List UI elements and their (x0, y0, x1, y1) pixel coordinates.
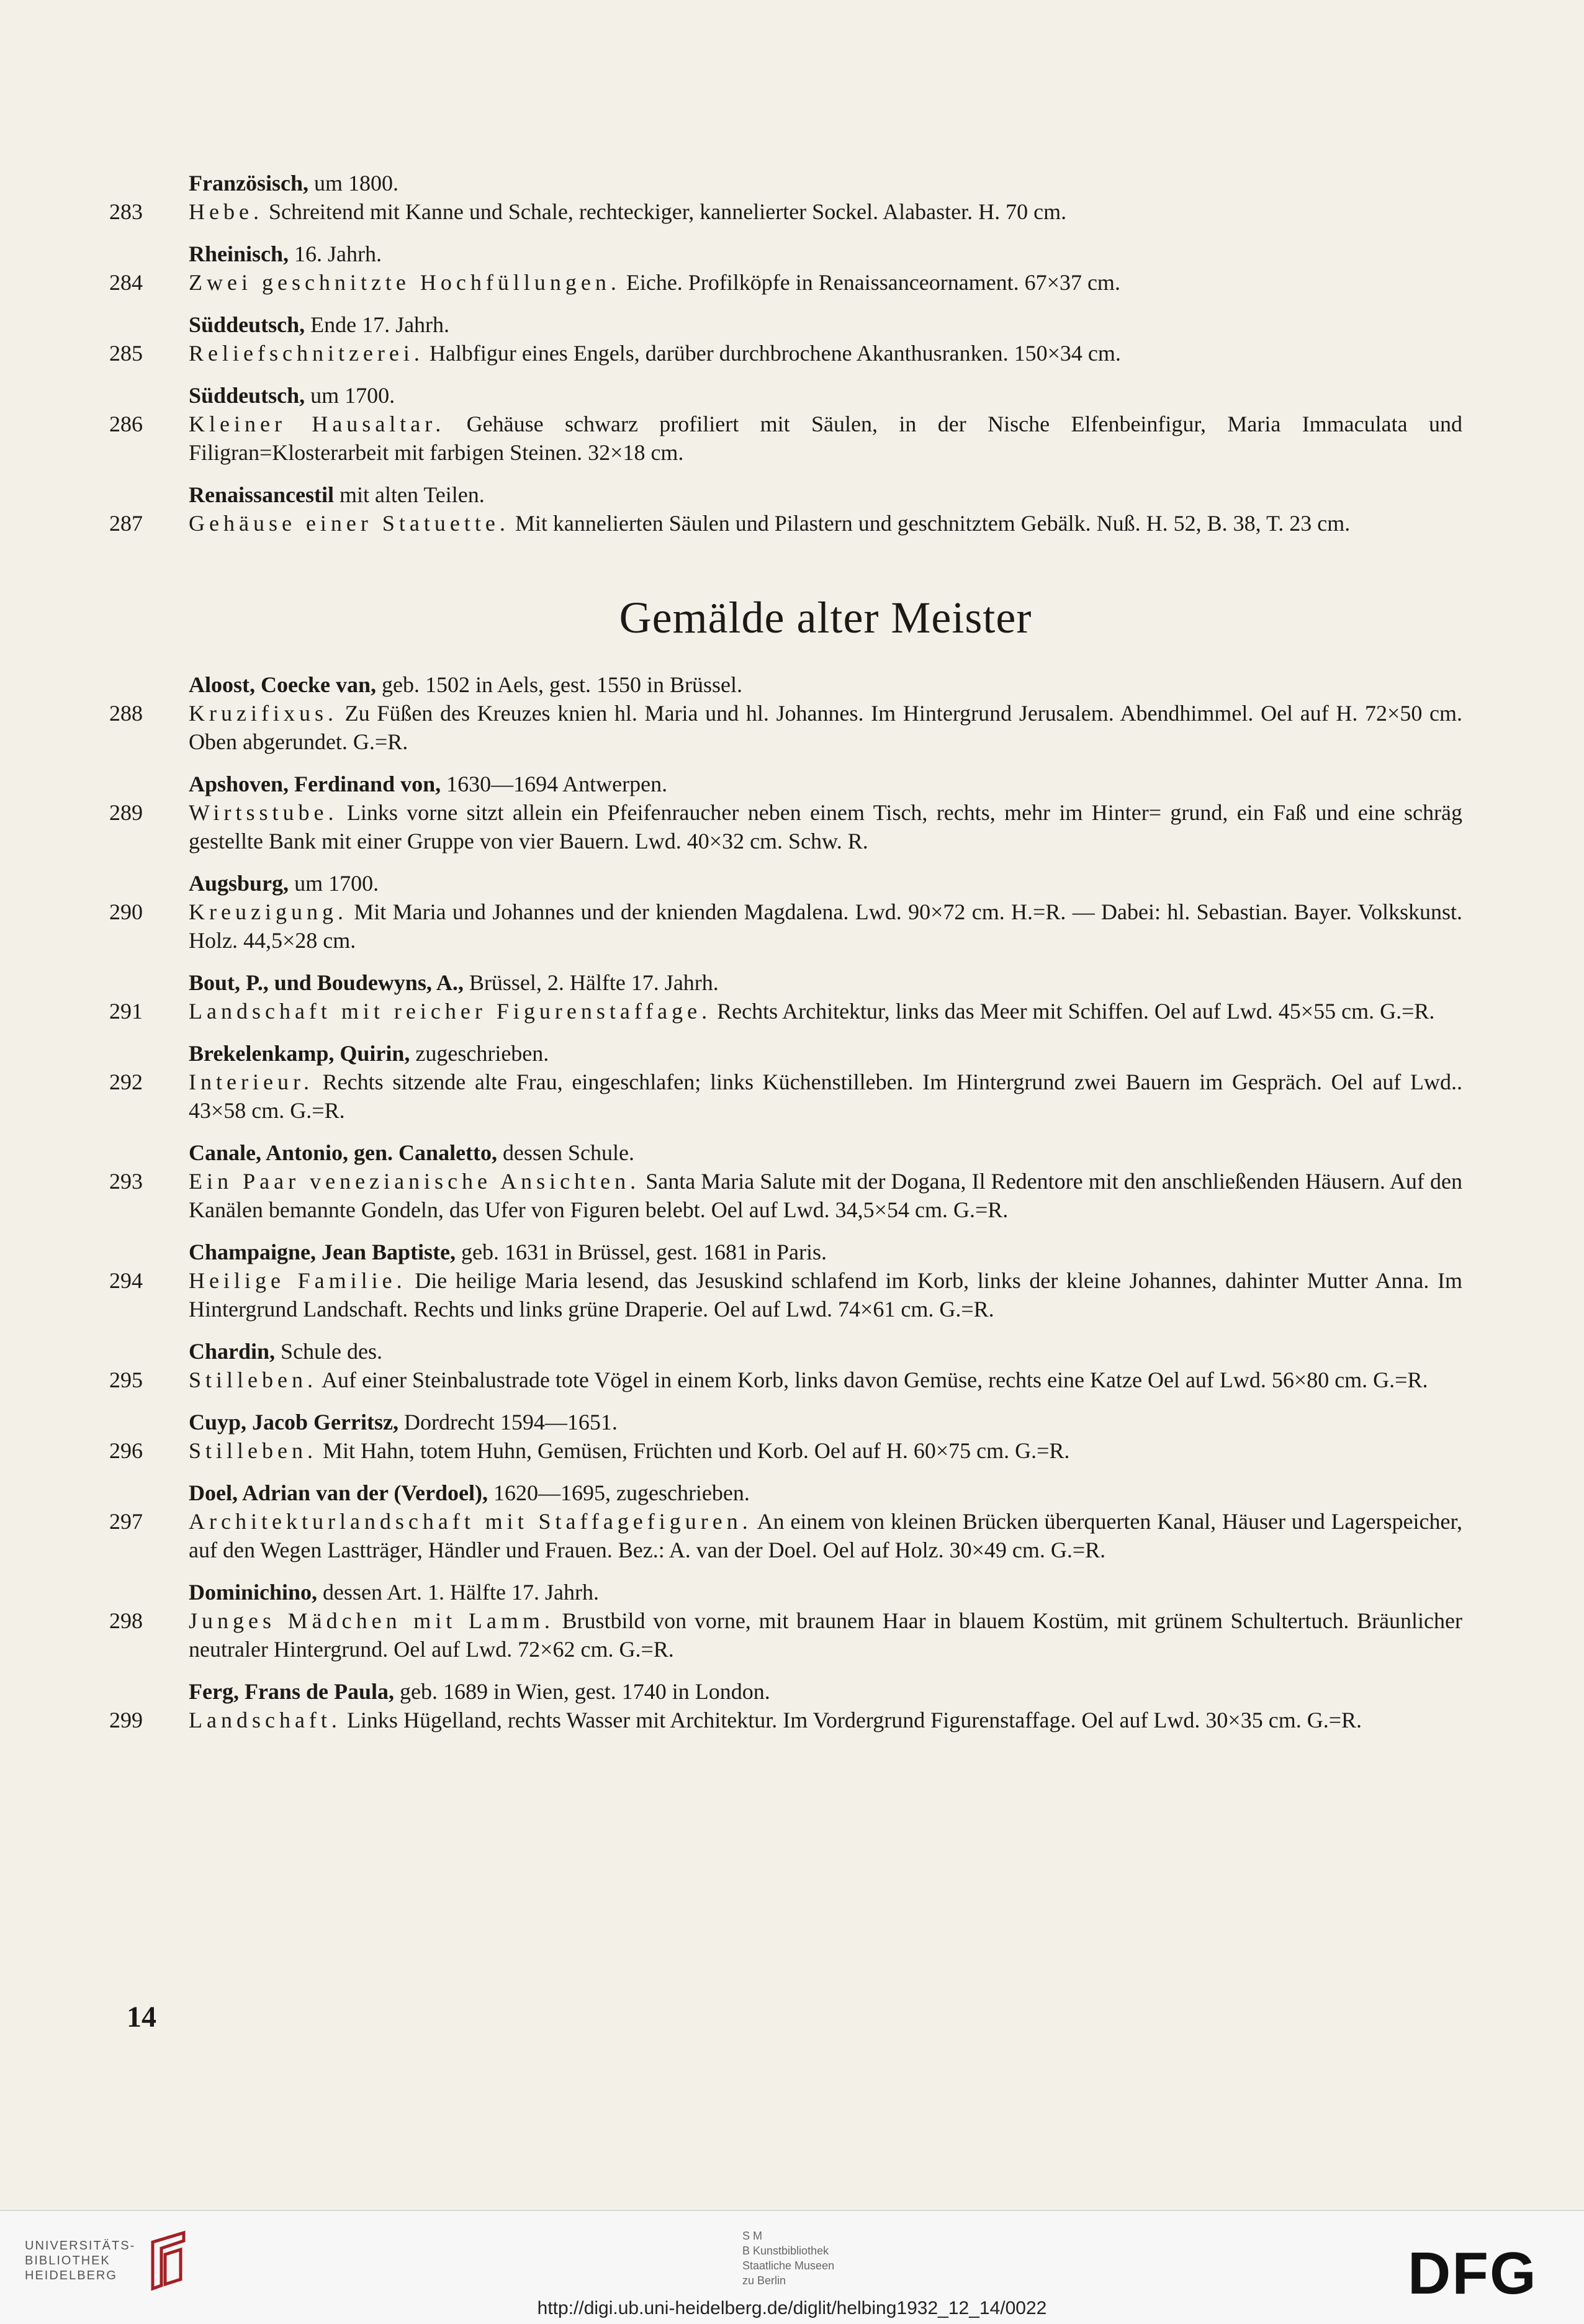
entry-attribution-detail: Brüssel, 2. Hälfte 17. Jahrh. (463, 970, 719, 995)
smb-kunstbibliothek-logo[interactable] (742, 2228, 834, 2288)
catalog-entry (109, 240, 1462, 297)
entry-body (109, 699, 1462, 756)
lot-description (189, 997, 1462, 1025)
entry-attribution-detail: Dordrecht 1594—1651. (398, 1410, 618, 1434)
lot-description (189, 509, 1462, 538)
entry-attribution-detail: Schule des. (275, 1339, 383, 1364)
entry-body (109, 1167, 1462, 1224)
lot-details: Links vorne sitzt allein ein Pfeifenraucher neben einem Tisch, rechts, mehr im Hinter= grund, ein Faß und eine schräg gestellte Bank mit einer Gruppe von vier Bauern. Lwd. 40×32 cm. Schw. R. (189, 800, 1462, 853)
entry-attribution-detail: dessen Schule. (497, 1140, 634, 1165)
lot-details: Schreitend mit Kanne und Schale, rechteckiger, kannelierter Sockel. Alabaster. H. 70 cm. (263, 199, 1067, 224)
entry-attribution: Doel, Adrian van der (Verdoel), (189, 1480, 488, 1505)
entry-attribution: Süddeutsch, (189, 312, 305, 337)
entry-attribution-detail: mit alten Teilen. (334, 482, 485, 507)
lot-details: Halbfigur eines Engels, darüber durchbrochene Akanthusranken. 150×34 cm. (423, 341, 1121, 366)
lot-description (189, 1366, 1462, 1394)
catalog-entry (109, 670, 1462, 756)
lot-details: Mit Hahn, totem Huhn, Gemüsen, Früchten und Korb. Oel auf H. 60×75 cm. G.=R. (317, 1438, 1070, 1463)
logo-line: UNIVERSITÄTS- (25, 2239, 136, 2253)
entry-attribution: Aloost, Coecke van, (189, 672, 376, 697)
entry-attribution: Rheinisch, (189, 241, 289, 266)
lot-details: Santa Maria Salute mit der Dogana, Il Redentore mit den anschließenden Häusern. Auf den Kanälen bemannte Gondeln, das Ufer von Figuren belebt. Oel auf Lwd. 34,5×54 cm. G.=R. (189, 1169, 1462, 1222)
entry-body (109, 1606, 1462, 1664)
catalog-entry (109, 1039, 1462, 1125)
entry-heading (109, 480, 1462, 509)
entry-attribution: Französisch, (189, 171, 308, 196)
lot-details: Auf einer Steinbalustrade tote Vögel in einem Korb, links davon Gemüse, rechts eine Katze Oel auf Lwd. 56×80 cm. G.=R. (317, 1367, 1428, 1392)
lot-number: 284 (109, 270, 143, 295)
entry-attribution-detail: um 1700. (289, 871, 379, 896)
entry-body (109, 339, 1462, 367)
catalog-entry (109, 770, 1462, 855)
lot-details: Die heilige Maria lesend, das Jesuskind schlafend im Korb, links der kleine Johannes, dahinter Mutter Anna. Im Hintergrund Landschaft. Rechts und links grüne Draperie. Oel auf Lwd. 74×61 cm. G.=R. (189, 1268, 1463, 1322)
catalog-entry (109, 1238, 1462, 1323)
catalog-entry (109, 1408, 1462, 1465)
lot-number: 292 (109, 1070, 143, 1094)
entry-heading (109, 240, 1462, 268)
entry-attribution-detail: 1620—1695, zugeschrieben. (488, 1480, 750, 1505)
entry-attribution: Champaigne, Jean Baptiste, (189, 1240, 456, 1264)
entry-body (109, 1068, 1462, 1125)
entry-attribution: Brekelenkamp, Quirin, (189, 1041, 410, 1066)
entry-heading (109, 1039, 1462, 1068)
catalog-entry (109, 169, 1462, 226)
lot-description (189, 1068, 1462, 1125)
lot-details: Gehäuse schwarz profiliert mit Säulen, in der Nische Elfenbeinfigur, Maria Immaculata und Filigran=Klosterarbeit mit farbigen Steinen. 32×18 cm. (189, 412, 1462, 465)
lot-details: Rechts sitzende alte Frau, eingeschlafen; links Küchenstilleben. Im Hintergrund zwei Bauern im Gespräch. Oel auf Lwd.. 43×58 cm. G.=R. (189, 1070, 1462, 1123)
entry-attribution: Dominichino, (189, 1580, 318, 1605)
lot-description (189, 1167, 1462, 1224)
smb-line: zu Berlin (742, 2274, 786, 2287)
lot-description (189, 339, 1462, 367)
entry-attribution: Cuyp, Jacob Gerritsz, (189, 1410, 398, 1434)
catalog-entry (109, 480, 1462, 538)
lot-title: Interieur. (189, 1070, 313, 1094)
entry-attribution: Renaissancestil (189, 482, 334, 507)
entry-attribution-detail: dessen Art. 1. Hälfte 17. Jahrh. (317, 1580, 599, 1605)
lot-description (189, 1706, 1462, 1734)
lot-title: Architekturlandschaft mit Staffagefiguren. (189, 1509, 752, 1534)
entry-body (109, 798, 1462, 855)
entry-body (109, 410, 1462, 467)
lot-number: 295 (109, 1367, 143, 1392)
lot-details: Links Hügelland, rechts Wasser mit Architektur. Im Vordergrund Figurenstaffage. Oel auf Lwd. 30×35 cm. G.=R. (341, 1708, 1362, 1732)
entry-body (109, 1266, 1462, 1323)
lot-description (189, 197, 1462, 226)
lot-details: Mit Maria und Johannes und der knienden Magdalena. Lwd. 90×72 cm. H.=R. — Dabei: hl. Sebastian. Bayer. Volkskunst. Holz. 44,5×28 cm. (189, 899, 1462, 953)
permalink-url[interactable]: http://digi.ub.uni-heidelberg.de/diglit/helbing1932_12_14/0022 (537, 2298, 1047, 2318)
lot-details: Brustbild von vorne, mit braunem Haar in blauem Kostüm, mit grünem Schultertuch. Bräunlicher neutraler Hintergrund. Oel auf Lwd. 72×62 cm. G.=R. (189, 1608, 1462, 1662)
entry-body (109, 1366, 1462, 1394)
catalog-entry (109, 310, 1462, 367)
entry-attribution-detail: geb. 1631 in Brüssel, gest. 1681 in Paris. (456, 1240, 827, 1264)
catalog-entry (109, 381, 1462, 467)
lot-number: 289 (109, 800, 143, 825)
entry-heading (109, 670, 1462, 699)
lot-title: Stilleben. (189, 1367, 317, 1392)
lot-title: Reliefschnitzerei. (189, 341, 424, 366)
logo-line: HEIDELBERG (25, 2269, 117, 2282)
entry-attribution-detail: um 1800. (308, 171, 399, 196)
entry-attribution-detail: zugeschrieben. (410, 1041, 549, 1066)
lot-number: 285 (109, 341, 143, 366)
footer-bar (0, 2210, 1584, 2324)
lot-description (189, 1266, 1462, 1323)
entry-attribution-detail: 16. Jahrh. (289, 241, 382, 266)
entry-body (109, 1706, 1462, 1734)
lot-title: Stilleben. (189, 1438, 317, 1463)
lot-description (189, 1436, 1462, 1465)
entry-heading (109, 169, 1462, 197)
entry-heading (109, 869, 1462, 898)
smb-line: Staatliche Museen (742, 2259, 835, 2272)
catalog-entry (109, 1677, 1462, 1734)
entry-attribution-detail: geb. 1689 in Wien, gest. 1740 in London. (394, 1679, 770, 1704)
lot-number: 287 (109, 511, 143, 536)
lot-description (189, 699, 1462, 756)
entry-attribution: Bout, P., und Boudewyns, A., (189, 970, 464, 995)
entry-heading (109, 770, 1462, 798)
entry-attribution: Augsburg, (189, 871, 289, 896)
entry-attribution: Süddeutsch, (189, 383, 305, 408)
entry-heading (109, 1677, 1462, 1706)
lot-number: 290 (109, 899, 143, 924)
heidelberg-mark-icon (146, 2230, 190, 2292)
entry-heading (109, 1238, 1462, 1266)
lot-description (189, 1507, 1462, 1564)
lot-title: Landschaft. (189, 1708, 341, 1732)
logo-line: BIBLIOTHEK (25, 2254, 110, 2268)
lot-title: Gehäuse einer Statuette. (189, 511, 510, 536)
lot-description (189, 268, 1462, 297)
entry-body (109, 997, 1462, 1025)
entry-heading (109, 1578, 1462, 1606)
lot-title: Junges Mädchen mit Lamm. (189, 1608, 554, 1633)
section-title: Gemälde alter Meister (619, 593, 1032, 642)
dfg-logo[interactable]: DFG (1408, 2240, 1537, 2307)
heidelberg-library-logo[interactable] (25, 2238, 135, 2283)
lot-number: 286 (109, 412, 143, 436)
lot-number: 297 (109, 1509, 143, 1534)
lot-title: Ein Paar venezianische Ansichten. (189, 1169, 641, 1194)
entry-attribution-detail: Ende 17. Jahrh. (305, 312, 450, 337)
lot-number: 293 (109, 1169, 143, 1194)
catalog-entry (109, 1138, 1462, 1224)
lot-title: Kruzifixus. (189, 701, 338, 726)
entry-heading (109, 1479, 1462, 1507)
catalog-entry (109, 1578, 1462, 1664)
lot-number: 296 (109, 1438, 143, 1463)
lot-number: 291 (109, 999, 143, 1024)
lot-title: Kleiner Hausaltar. (189, 412, 446, 436)
smb-line: S M (742, 2230, 763, 2242)
entry-heading (109, 1138, 1462, 1167)
lot-number: 298 (109, 1608, 143, 1633)
entry-attribution: Apshoven, Ferdinand von, (189, 772, 441, 796)
lot-number: 288 (109, 701, 143, 726)
smb-line: B Kunstbibliothek (742, 2245, 829, 2257)
lot-description (189, 410, 1462, 467)
catalog-entry (109, 968, 1462, 1025)
entry-attribution: Chardin, (189, 1339, 276, 1364)
entry-body (109, 268, 1462, 297)
painting-entries (109, 670, 1462, 1734)
lot-number: 283 (109, 199, 143, 224)
entry-body (109, 197, 1462, 226)
lot-details: Rechts Architektur, links das Meer mit Schiffen. Oel auf Lwd. 45×55 cm. G.=R. (711, 999, 1435, 1024)
catalog-entry (109, 1479, 1462, 1564)
entry-attribution-detail: um 1700. (305, 383, 395, 408)
entry-heading (109, 381, 1462, 410)
lot-title: Zwei geschnitzte Hochfüllungen. (189, 270, 621, 295)
lot-details: Eiche. Profilköpfe in Renaissanceornament. 67×37 cm. (620, 270, 1120, 295)
page-content (109, 169, 1462, 1748)
lot-title: Kreuzigung. (189, 899, 348, 924)
entry-attribution-detail: 1630—1694 Antwerpen. (441, 772, 668, 796)
entry-body (109, 1507, 1462, 1564)
lot-title: Landschaft mit reicher Figurenstaffage. (189, 999, 712, 1024)
entry-heading (109, 1337, 1462, 1366)
lot-description (189, 1606, 1462, 1664)
lot-description (189, 898, 1462, 955)
entry-heading (109, 1408, 1462, 1436)
lot-number: 294 (109, 1268, 143, 1293)
catalog-entry (109, 869, 1462, 955)
lot-title: Heilige Familie. (189, 1268, 407, 1293)
entry-heading (109, 968, 1462, 997)
lot-title: Wirtsstube. (189, 800, 338, 825)
lot-details: Zu Füßen des Kreuzes knien hl. Maria und hl. Johannes. Im Hintergrund Jerusalem. Abendhimmel. Oel auf H. 72×50 cm. Oben abgerundet. G.=R. (189, 701, 1462, 754)
entry-attribution: Canale, Antonio, gen. Canaletto, (189, 1140, 498, 1165)
lot-details: An einem von kleinen Brücken überquerten Kanal, Häuser und Lagerspeicher, auf den Wegen Lastträger, Händler und Frauen. Bez.: A. van der Doel. Oel auf Holz. 30×49 cm. G.=R. (189, 1509, 1462, 1562)
lot-details: Mit kannelierten Säulen und Pilastern und geschnitztem Gebälk. Nuß. H. 52, B. 38, T. 23 cm. (509, 511, 1351, 536)
entry-attribution-detail: geb. 1502 in Aels, gest. 1550 in Brüssel. (376, 672, 742, 697)
sculpture-entries (109, 169, 1462, 538)
entry-body (109, 898, 1462, 955)
page-number: 14 (127, 2001, 156, 2034)
lot-title: Hebe. (189, 199, 263, 224)
entry-body (109, 1436, 1462, 1465)
lot-number: 299 (109, 1708, 143, 1732)
catalog-entry (109, 1337, 1462, 1394)
entry-attribution: Ferg, Frans de Paula, (189, 1679, 394, 1704)
lot-description (189, 798, 1462, 855)
entry-body (109, 509, 1462, 538)
entry-heading (109, 310, 1462, 339)
